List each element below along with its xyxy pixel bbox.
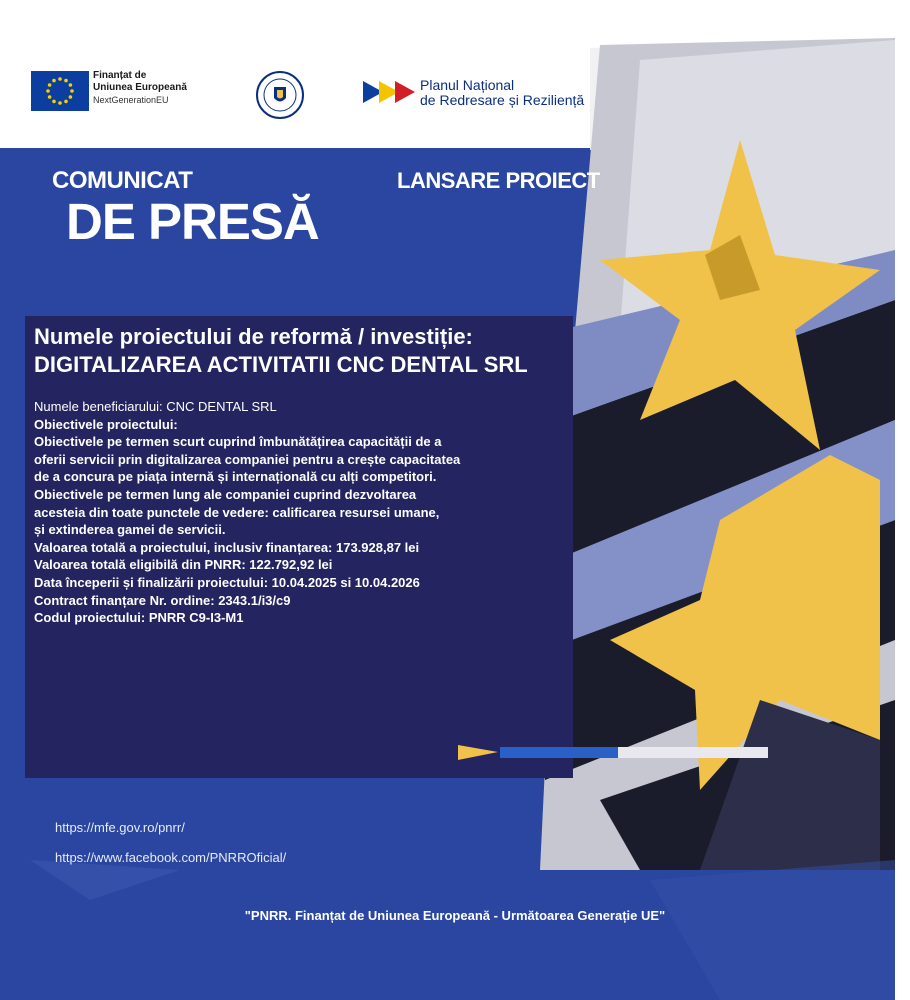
pnrr-arrows-logo [363, 79, 415, 105]
mfe-link[interactable]: https://mfe.gov.ro/pnrr/ [55, 820, 185, 835]
objectives-label: Obiectivele proiectului: [34, 416, 178, 432]
eu-logo-line1: Finanțat de [93, 70, 147, 81]
beneficiary-line: Numele beneficiarului: CNC DENTAL SRL [34, 399, 277, 414]
project-code-line: Codul proiectului: PNRR C9-I3-M1 [34, 610, 244, 626]
project-title-line1: Numele proiectului de reformă / investiție: [34, 324, 473, 349]
pnrr-logo-line2: de Redresare și Reziliență [420, 92, 585, 108]
project-title-line2: DIGITALIZAREA ACTIVITATII CNC DENTAL SRL [34, 352, 528, 377]
long-term-line-3: și extinderea gamei de servicii. [34, 522, 226, 538]
eu-flag-logo [31, 71, 89, 111]
total-value-line: Valoarea totală a proiectului, inclusiv finanțarea: 173.928,87 lei [34, 539, 420, 555]
de-presa-heading: DE PRESĂ [66, 193, 319, 250]
decorative-stars-art [540, 38, 895, 870]
contract-line: Contract finanțare Nr. ordine: 2343.1/i3/c9 [34, 592, 291, 608]
project-title [34, 323, 528, 379]
long-term-line-2: acesteia din toate punctele de vedere: calificarea resursei umane, [34, 504, 440, 520]
short-term-line-3: de a concura pe piața internă și internațională cu alți competitori. [34, 469, 437, 485]
dates-line: Data începerii și finalizării proiectului: 10.04.2025 si 10.04.2026 [34, 574, 420, 590]
comunicat-heading: COMUNICAT [52, 167, 193, 194]
short-term-line-2: oferii servicii prin digitalizarea companiei pentru a crește capacitatea [34, 451, 461, 467]
eu-logo-line3: NextGenerationEU [93, 95, 169, 105]
project-details [34, 398, 460, 627]
long-term-line-1: Obiectivele pe termen lung ale companiei cuprind dezvoltarea [34, 486, 417, 502]
lansare-proiect-heading: LANSARE PROIECT [397, 168, 600, 193]
facebook-link[interactable]: https://www.facebook.com/PNRROficial/ [55, 850, 287, 865]
government-seal-logo [255, 70, 305, 120]
eligible-value-line: Valoarea totală eligibilă din PNRR: 122.792,92 lei [34, 557, 333, 573]
eu-logo-text [93, 70, 187, 106]
footer-tagline: "PNRR. Finanțat de Uniunea Europeană - Următoarea Generație UE" [244, 908, 666, 923]
short-term-line-1: Obiectivele pe termen scurt cuprind îmbunătățirea capacității de a [34, 434, 442, 450]
eu-logo-line2: Uniunea Europeană [93, 82, 187, 93]
pnrr-logo-text [420, 78, 584, 108]
pnrr-logo-line1: Planul Național [420, 77, 515, 93]
links-block [55, 820, 286, 880]
